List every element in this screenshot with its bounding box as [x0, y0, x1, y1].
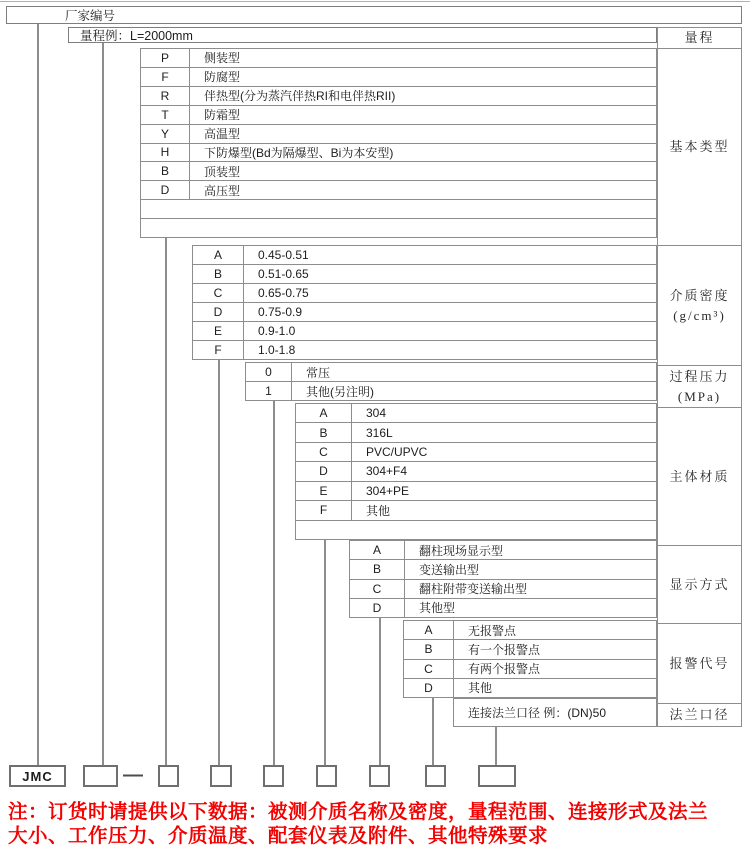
material-desc-5: 其他	[366, 503, 391, 518]
material-code-4: E	[296, 482, 352, 500]
basic_type-desc-2: 伴热型(分为蒸汽伴热RI和电伴热RII)	[204, 89, 396, 104]
basic_type-desc-7: 高压型	[204, 183, 241, 198]
pressure-table	[245, 362, 657, 401]
code-box-density	[210, 765, 232, 787]
connector-line-density	[218, 360, 220, 765]
basic-type-table	[140, 48, 657, 238]
display-desc-2: 翻柱附带变送输出型	[419, 582, 528, 597]
material-row-5	[296, 501, 656, 520]
top-border-line	[0, 1, 750, 2]
basic_type-row-8	[141, 200, 656, 219]
basic_type-desc-0: 侧装型	[204, 51, 241, 66]
range-example-box	[68, 27, 657, 43]
alarm-code-2: C	[404, 660, 454, 678]
flange-size-text: 连接法兰口径 例：(DN)50	[468, 706, 607, 720]
display-code-1: B	[350, 560, 405, 578]
density-code-1: B	[193, 265, 244, 283]
order-note-line2: 大小、工作压力、介质温度、配套仪表及附件、其他特殊要求	[8, 825, 549, 845]
display-code-3: D	[350, 599, 405, 617]
density-row-1	[193, 265, 656, 284]
alarm-code-0: A	[404, 621, 454, 639]
material-desc-2: PVC/UPVC	[366, 445, 428, 460]
basic_type-row-2	[141, 87, 656, 106]
material-desc-1: 316L	[366, 425, 393, 440]
material-code-0: A	[296, 404, 352, 422]
side-label-alarm-text: 报警代号	[669, 655, 730, 671]
model-code-dash: —	[123, 763, 143, 786]
material-code-2: C	[296, 443, 352, 461]
code-box-range	[83, 765, 118, 787]
basic_type-code-3: T	[141, 106, 190, 124]
code-box-alarm	[425, 765, 446, 787]
section-label-column	[657, 27, 742, 727]
side-label-display	[658, 546, 741, 624]
connector-line-display	[379, 618, 381, 765]
density-code-2: C	[193, 284, 244, 302]
side-label-material	[658, 408, 741, 546]
alarm-desc-1: 有一个报警点	[468, 642, 541, 657]
connector-line-pressure	[273, 401, 275, 765]
alarm-desc-0: 无报警点	[468, 623, 517, 638]
alarm-row-3	[404, 679, 656, 697]
alarm-desc-2: 有两个报警点	[468, 662, 541, 677]
basic_type-desc-5: 下防爆型(Bd为隔爆型、Bi为本安型)	[204, 145, 394, 160]
material-code-1: B	[296, 423, 352, 441]
density-row-4	[193, 322, 656, 341]
basic_type-desc-6: 顶装型	[204, 164, 241, 179]
factory-number-label: 厂家编号	[65, 9, 116, 23]
side-label-range	[658, 28, 741, 49]
basic_type-row-9	[141, 219, 656, 237]
display-code-0: A	[350, 541, 405, 559]
basic_type-row-7	[141, 181, 656, 200]
basic_type-row-3	[141, 106, 656, 125]
side-label-pressure	[658, 366, 741, 408]
pressure-row-0	[246, 363, 656, 382]
side-label-basic-type-text: 基本类型	[669, 139, 730, 154]
alarm-code-3: D	[404, 679, 454, 697]
range-example-label: 量程例：L=2000mm	[80, 29, 193, 43]
basic_type-desc-4: 高温型	[204, 127, 241, 142]
material-desc-0: 304	[366, 406, 387, 421]
display-desc-3: 其他型	[419, 601, 456, 616]
density-desc-0: 0.45-0.51	[258, 248, 309, 262]
density-desc-2: 0.65-0.75	[258, 286, 309, 300]
side-label-basic-type	[658, 49, 741, 246]
side-label-material-text: 主体材质	[669, 468, 730, 484]
alarm-row-2	[404, 660, 656, 679]
basic_type-code-5: H	[141, 144, 190, 162]
material-table	[295, 403, 657, 540]
display-row-1	[350, 560, 656, 579]
display-mode-table	[349, 540, 657, 618]
pressure-desc-0: 常压	[306, 365, 331, 380]
basic_type-code-1: F	[141, 68, 190, 86]
display-code-2: C	[350, 580, 405, 598]
side-label-alarm	[658, 624, 741, 704]
density-desc-3: 0.75-0.9	[258, 305, 303, 319]
material-row-6	[296, 521, 656, 539]
connector-line-range	[102, 43, 104, 765]
basic_type-row-1	[141, 68, 656, 87]
order-note-line1: 注：订货时请提供以下数据：被测介质名称及密度，量程范围、连接形式及法兰	[8, 801, 709, 823]
material-code-5: F	[296, 501, 352, 519]
basic_type-row-5	[141, 144, 656, 163]
material-code-3: D	[296, 462, 352, 480]
density-code-3: D	[193, 303, 244, 321]
material-desc-4: 304+PE	[366, 483, 410, 498]
density-desc-1: 0.51-0.65	[258, 267, 309, 281]
side-label-density	[658, 246, 741, 366]
pressure-desc-1: 其他(另注明)	[306, 384, 374, 399]
side-label-flange	[658, 704, 741, 726]
basic_type-row-6	[141, 162, 656, 181]
density-code-4: E	[193, 322, 244, 340]
density-code-0: A	[193, 246, 244, 264]
density-row-0	[193, 246, 656, 265]
material-row-3	[296, 462, 656, 481]
material-desc-3: 304+F4	[366, 464, 408, 479]
display-row-0	[350, 541, 656, 560]
code-box-basic-type	[158, 765, 179, 787]
display-row-3	[350, 599, 656, 617]
pressure-code-0: 0	[246, 363, 292, 381]
pressure-row-1	[246, 382, 656, 400]
pressure-code-1: 1	[246, 382, 292, 400]
connector-line-alarm	[432, 698, 434, 765]
factory-number-box	[6, 6, 742, 24]
side-label-pressure-unit: (MPa)	[677, 388, 722, 404]
alarm-row-0	[404, 621, 656, 640]
basic_type-desc-3: 防霜型	[204, 108, 241, 123]
material-row-4	[296, 482, 656, 501]
connector-line-flange	[495, 727, 497, 765]
side-label-display-text: 显示方式	[669, 576, 730, 592]
side-label-pressure-text: 过程压力	[669, 368, 730, 384]
side-label-density-text: 介质密度	[669, 287, 730, 303]
density-row-5	[193, 341, 656, 359]
connector-line-material	[324, 540, 326, 765]
basic_type-code-4: Y	[141, 125, 190, 143]
code-box-pressure	[263, 765, 284, 787]
alarm-row-1	[404, 640, 656, 659]
side-label-range-text: 量程	[684, 30, 715, 45]
density-row-2	[193, 284, 656, 303]
model-prefix-text: JMC	[22, 768, 53, 784]
model-prefix-box	[9, 765, 66, 787]
alarm-desc-3: 其他	[468, 681, 493, 696]
code-box-display	[369, 765, 390, 787]
connector-line-factory	[37, 24, 39, 765]
basic_type-row-0	[141, 49, 656, 68]
display-desc-1: 变送输出型	[419, 562, 480, 577]
basic_type-code-2: R	[141, 87, 190, 105]
display-row-2	[350, 580, 656, 599]
density-table	[192, 245, 657, 360]
side-label-flange-text: 法兰口径	[669, 707, 730, 722]
basic_type-code-6: B	[141, 162, 190, 180]
alarm-code-1: B	[404, 640, 454, 658]
basic_type-row-4	[141, 125, 656, 144]
side-label-density-unit: (g/cm³)	[673, 307, 726, 323]
density-desc-4: 0.9-1.0	[258, 324, 296, 338]
density-desc-5: 1.0-1.8	[258, 343, 296, 357]
basic_type-desc-1: 防腐型	[204, 70, 241, 85]
density-code-5: F	[193, 341, 244, 359]
material-row-1	[296, 423, 656, 442]
code-box-flange	[478, 765, 516, 787]
flange-size-row	[453, 698, 657, 727]
basic_type-code-7: D	[141, 181, 190, 199]
code-box-material	[316, 765, 337, 787]
basic_type-code-0: P	[141, 49, 190, 67]
alarm-code-table	[403, 620, 657, 698]
display-desc-0: 翻柱现场显示型	[419, 543, 504, 558]
density-row-3	[193, 303, 656, 322]
connector-line-basic	[165, 238, 167, 765]
material-row-0	[296, 404, 656, 423]
material-row-2	[296, 443, 656, 462]
